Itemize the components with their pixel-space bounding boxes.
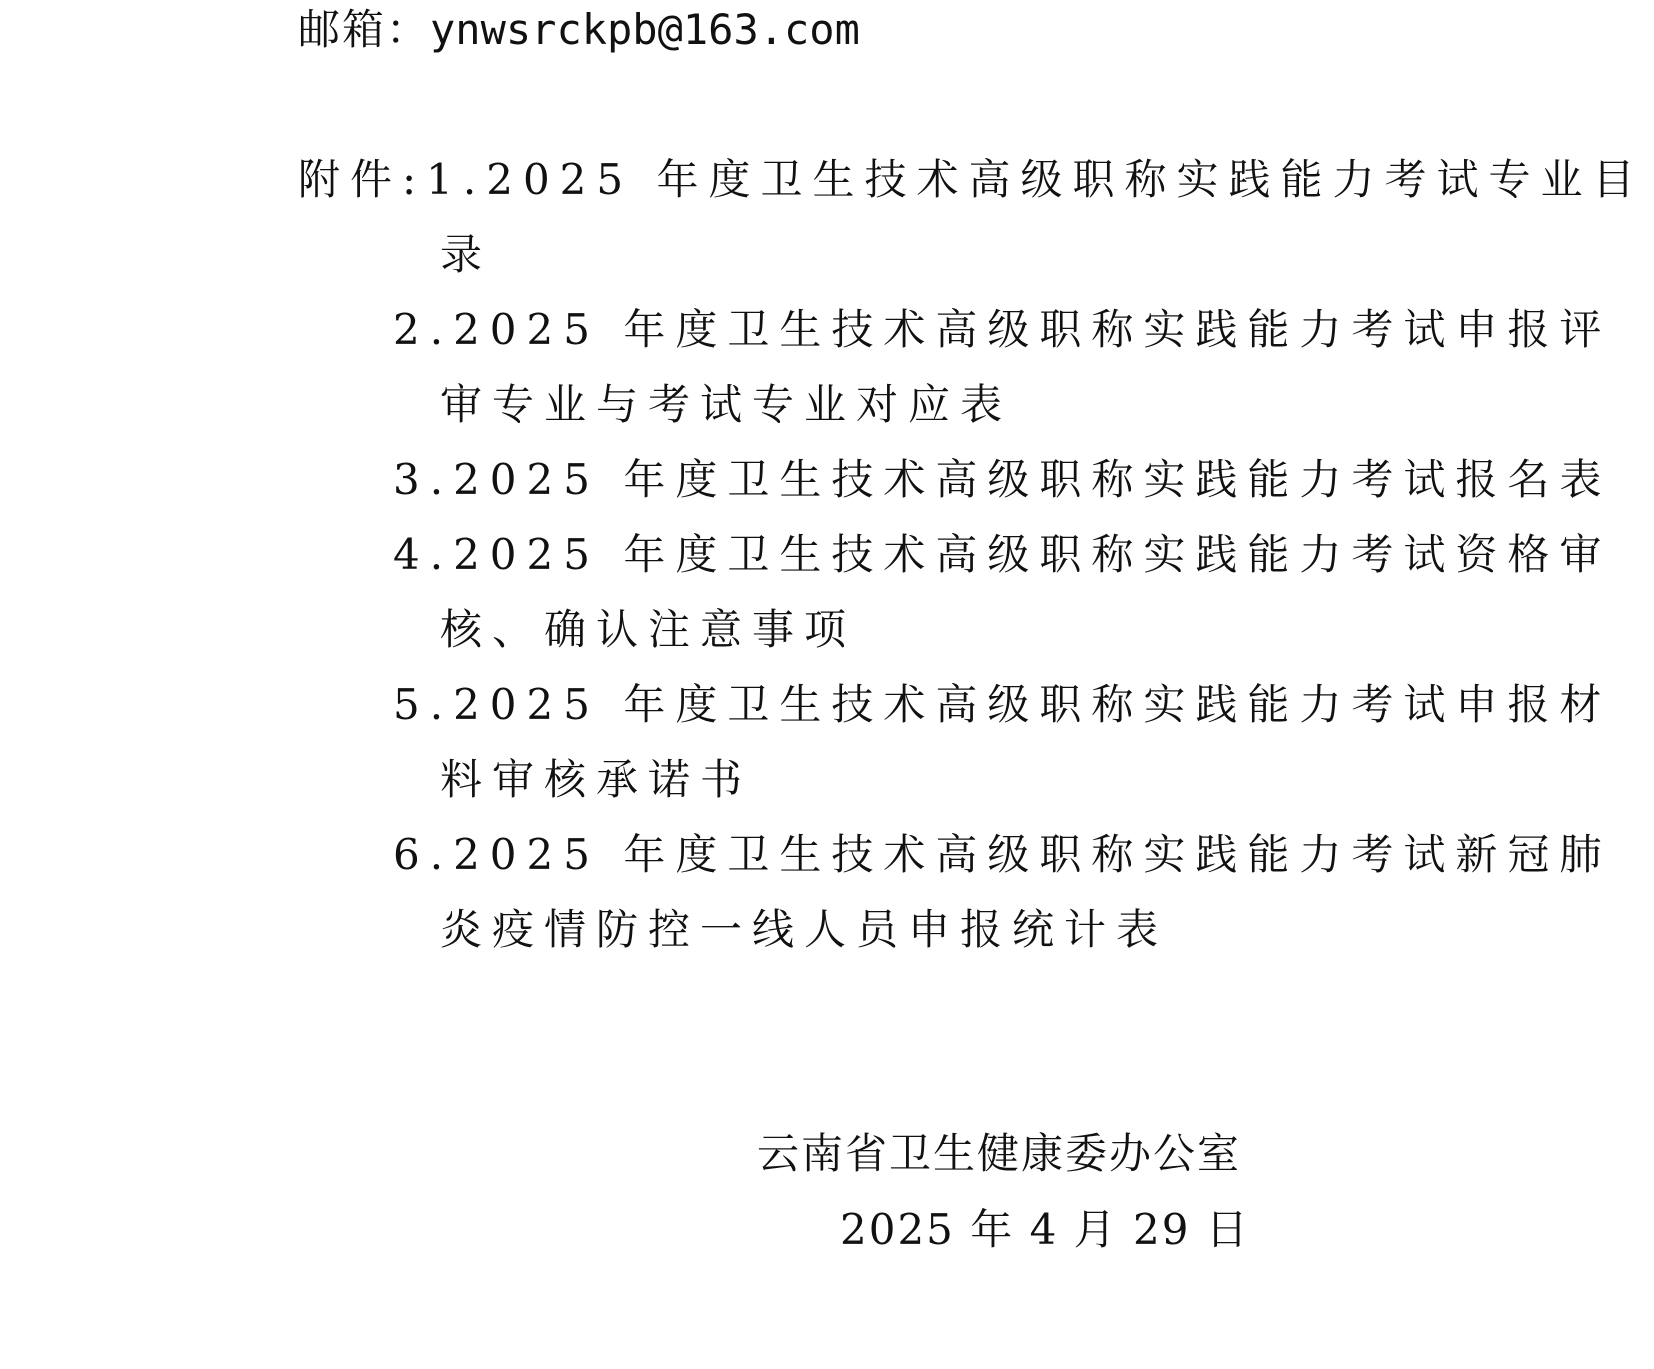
- attachment-title: 2025 年度卫生技术高级职称实践能力考试申报评: [453, 305, 1612, 354]
- issue-date: 2025 年 4 月 29 日: [840, 1205, 1250, 1254]
- attachment-number: 2.: [393, 305, 454, 354]
- email-value: ynwsrckpb@163.com: [430, 5, 860, 54]
- attachment-item-1-continuation: 录: [440, 230, 493, 279]
- attachment-item-5-continuation: 料审核承诺书: [440, 755, 753, 804]
- attachment-item-2-continuation: 审专业与考试专业对应表: [440, 380, 1013, 429]
- attachment-title: 2025 年度卫生技术高级职称实践能力考试专业目: [486, 155, 1645, 204]
- attachment-title: 2025 年度卫生技术高级职称实践能力考试申报材: [453, 680, 1612, 729]
- attachment-item-3: [393, 454, 1611, 506]
- attachment-item-4-continuation: 核、确认注意事项: [440, 605, 857, 654]
- attachment-item-2: [393, 304, 1611, 356]
- attachment-title: 2025 年度卫生技术高级职称实践能力考试报名表: [453, 455, 1612, 504]
- attachment-number: 5.: [393, 680, 454, 729]
- attachment-item-5: [393, 679, 1611, 731]
- attachment-item-4: [393, 529, 1611, 581]
- attachment-item-6-continuation: 炎疫情防控一线人员申报统计表: [440, 905, 1169, 954]
- attachment-title: 2025 年度卫生技术高级职称实践能力考试新冠肺: [453, 830, 1612, 879]
- attachment-number: 3.: [393, 455, 454, 504]
- attachments-prefix: 附件:: [298, 155, 427, 204]
- attachment-number: 6.: [393, 830, 454, 879]
- email-line: [298, 4, 860, 56]
- attachment-item-1: [298, 154, 1644, 206]
- attachment-item-6: [393, 829, 1611, 881]
- email-label: 邮箱：: [298, 5, 431, 54]
- attachment-title: 2025 年度卫生技术高级职称实践能力考试资格审: [453, 530, 1612, 579]
- attachment-number: 4.: [393, 530, 454, 579]
- issuer-name: 云南省卫生健康委办公室: [757, 1129, 1242, 1178]
- attachment-number: 1.: [426, 155, 487, 204]
